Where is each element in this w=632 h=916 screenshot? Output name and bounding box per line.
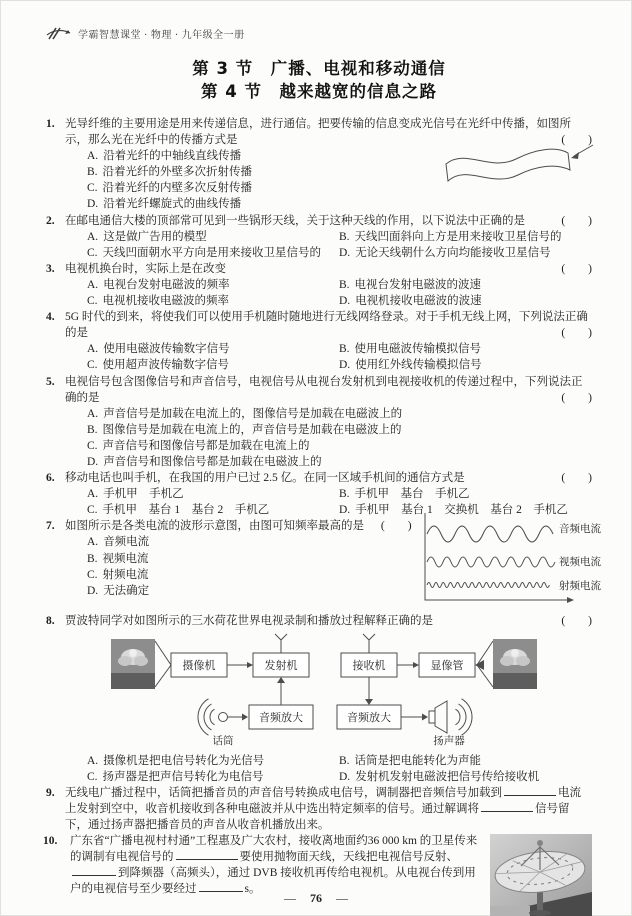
question-7 xyxy=(46,518,601,613)
question-number: 2. xyxy=(46,214,55,227)
options xyxy=(65,341,592,373)
question-stem: 贾波特同学对如图所示的三水荷花世界电视录制和播放过程解释正确的是 ( ) xyxy=(65,613,592,629)
option-b: B. 使用电磁波传输模拟信号 xyxy=(339,343,482,356)
question-stem: 电视机换台时，实际上是在改变 ( ) xyxy=(65,261,592,277)
option-b: B. 图像信号是加载在电流上的，声音信号是加载在电磁波上的 xyxy=(87,423,402,436)
question-stem: 电视信号包含图像信号和声音信号，电视信号从电视台发射机到电视接收机的传递过程中，下列说法正确的是 ( ) xyxy=(65,374,592,406)
option-a: A. 使用电磁波传输数字信号 xyxy=(87,343,230,356)
answer-blank xyxy=(72,865,116,876)
answer-blank xyxy=(481,801,533,812)
option-b: B. 视频电流 xyxy=(87,552,149,565)
microphone-icon xyxy=(198,698,248,734)
box-picture-tube: 显像管 xyxy=(430,659,464,672)
fill-in-text: 无线电广播过程中，话筒把播音员的声音信号转换成电信号，调制器把音频信号加载到 电流上发射到空中，收音机接收到各种电磁波并从中选出特定频率的信号。通过解调将 信号留下，通过扬声器把播音员的声音从收音机播放出来。 xyxy=(65,786,581,831)
speaker-label: 扬声器 xyxy=(433,735,465,747)
question-number: 10. xyxy=(43,835,58,848)
box-receiver: 接收机 xyxy=(352,659,386,672)
option-d: D. 发射机发射电磁波把信号传给接收机 xyxy=(339,770,540,783)
question-stem: 如图所示是各类电流的波形示意图，由图可知频率最高的是 ( ) xyxy=(65,520,412,533)
footer-dash: — xyxy=(284,891,296,905)
box-audio-amplifier-left: 音频放大 xyxy=(259,711,303,724)
options xyxy=(65,406,592,470)
options xyxy=(65,229,592,261)
question-5 xyxy=(46,374,592,471)
option-a: A. 音频电流 xyxy=(87,536,150,549)
option-b: B. 沿着光纤的外壁多次折射传播 xyxy=(87,166,253,179)
section-titles xyxy=(46,57,592,103)
answer-blank xyxy=(504,785,556,796)
option-c: C. 沿着光纤的内壁多次反射传播 xyxy=(87,182,253,195)
lotus-photo-right xyxy=(493,639,537,689)
question-1 xyxy=(46,116,592,213)
question-number: 3. xyxy=(46,262,55,275)
box-transmitter: 发射机 xyxy=(264,659,298,672)
question-3 xyxy=(46,261,592,309)
tv-broadcast-diagram-figure xyxy=(111,633,592,752)
option-c: C. 电视机接收电磁波的频率 xyxy=(87,295,230,308)
question-number: 6. xyxy=(46,472,55,485)
speaker-icon xyxy=(429,698,472,734)
microphone-label: 话筒 xyxy=(212,735,234,747)
answer-bracket: ( ) xyxy=(561,472,592,485)
option-a: A. 摄像机是把电信号转化为光信号 xyxy=(87,754,265,767)
answer-bracket: ( ) xyxy=(561,327,592,340)
answer-bracket: ( ) xyxy=(561,391,592,404)
answer-bracket: ( ) xyxy=(561,134,592,147)
question-stem: 在邮电通信大楼的顶部常可见到一些锅形天线，关于这种天线的作用，以下说法中正确的是 ( ) xyxy=(65,213,592,229)
optical-fiber-figure xyxy=(438,142,596,209)
option-c: C. 声音信号和图像信号都是加载在电流上的 xyxy=(87,439,310,452)
option-d: D. 使用红外线传输模拟信号 xyxy=(339,359,482,372)
option-d: D. 无论天线朝什么方向均能接收卫星信号 xyxy=(339,246,551,259)
option-c: C. 使用超声波传输数字信号 xyxy=(87,359,230,372)
wave-label-rf: 射频电流 xyxy=(559,581,601,593)
options xyxy=(65,753,592,785)
brand-text: 学霸智慧课堂 · 物理 · 九年级全一册 xyxy=(78,30,245,41)
page-number: 76 xyxy=(310,891,322,905)
question-2 xyxy=(46,213,592,261)
question-number: 9. xyxy=(46,786,55,799)
option-b: B. 电视台发射电磁波的波速 xyxy=(339,278,482,291)
wave-label-audio: 音频电流 xyxy=(559,524,601,536)
question-number: 1. xyxy=(46,118,55,130)
question-8 xyxy=(46,613,592,784)
answer-blank xyxy=(176,849,238,860)
option-a: A. 手机甲 手机乙 xyxy=(87,488,184,501)
fill-in-text: 广东省“广播电视村村通”工程惠及广大农村，接收离地面约36 000 km 的卫星传来的调制有电视信号的 要使用抛物面天线，天线把电视信号反射、到降频器（高频头），通过 DVB 接收机再传给电视机。从电视台传到用户的电视信号至少要经过 s。 xyxy=(70,835,478,896)
question-6 xyxy=(46,470,592,518)
brand-logo-icon xyxy=(46,26,72,41)
question-number: 8. xyxy=(46,615,55,628)
question-number: 4. xyxy=(46,311,55,324)
answer-bracket: ( ) xyxy=(561,615,592,628)
answer-bracket: ( ) xyxy=(561,262,592,275)
question-9 xyxy=(46,785,592,833)
option-b: B. 天线凹面斜向上方是用来接收卫星信号的 xyxy=(339,230,562,243)
option-d: D. 沿着光纤螺旋式的曲线传播 xyxy=(87,198,242,211)
footer-dash: — xyxy=(336,891,348,905)
question-stem: 移动电话也叫手机，在我国的用户已过 2.5 亿。在同一区域手机间的通信方式是 ( ) xyxy=(65,470,592,486)
answer-bracket: ( ) xyxy=(561,214,592,227)
section-title-1: 第 3 节 广播、电视和移动通信 xyxy=(192,59,446,78)
box-camera: 摄像机 xyxy=(182,659,216,672)
option-a: A. 电视台发射电磁波的频率 xyxy=(87,278,230,291)
option-b: B. 话筒是把电能转化为声能 xyxy=(339,754,482,767)
option-b: B. 手机甲 基台 手机乙 xyxy=(339,488,470,501)
option-d: D. 电视机接收电磁波的波速 xyxy=(339,295,482,308)
page-header xyxy=(46,26,592,41)
option-c: C. 天线凹面朝水平方向是用来接收卫星信号的 xyxy=(87,246,322,259)
box-audio-amplifier-right: 音频放大 xyxy=(347,711,391,724)
page-footer xyxy=(0,891,632,906)
receive-antenna-icon xyxy=(363,634,375,653)
question-stem: 5G 时代的到来，将使我们可以使用手机随时随地进行无线网络登录。对于手机无线上网，下列说法正确的是 ( ) xyxy=(65,309,592,341)
option-a: A. 沿着光纤的中轴线直线传播 xyxy=(87,150,242,163)
question-number: 5. xyxy=(46,375,55,388)
answer-bracket: ( ) xyxy=(380,520,412,533)
options xyxy=(65,534,417,598)
question-10 xyxy=(43,833,592,897)
options xyxy=(65,277,592,309)
question-4 xyxy=(46,309,592,373)
option-a: A. 声音信号是加载在电流上的，图像信号是加载在电磁波上的 xyxy=(87,407,403,420)
option-c: C. 射频电流 xyxy=(87,568,149,581)
question-list xyxy=(43,116,601,897)
question-stem: 光导纤维的主要用途是用来传递信息，进行通信。把要传输的信息变成光信号在光纤中传播，如图所示，那么光在光纤中的传播方式是 ( ) xyxy=(65,116,592,148)
current-waveform-figure xyxy=(417,512,605,613)
transmit-antenna-icon xyxy=(275,634,287,653)
option-a: A. 这是做广告用的模型 xyxy=(87,230,207,243)
option-d: D. 无法确定 xyxy=(87,584,150,597)
wave-label-video: 视频电流 xyxy=(559,557,601,569)
question-number: 7. xyxy=(46,520,55,533)
option-d: D. 手机甲 基台 1 交换机 基台 2 手机乙 xyxy=(339,504,568,517)
option-c: C. 手机甲 基台 1 基台 2 手机乙 xyxy=(87,504,270,517)
section-title-2: 第 4 节 越来越宽的信息之路 xyxy=(201,82,437,101)
option-c: C. 扬声器是把声信号转化为电信号 xyxy=(87,770,264,783)
option-d: D. 声音信号和图像信号都是加载在电磁波上的 xyxy=(87,455,322,468)
lotus-photo-left xyxy=(111,639,155,689)
